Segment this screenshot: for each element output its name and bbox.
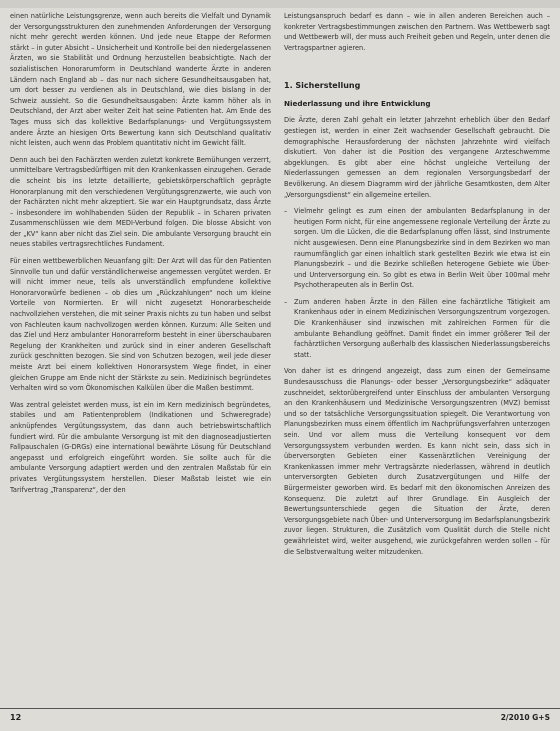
list-item [284,206,550,291]
body-paragraph: Die Ärzte, deren Zahl gehalt ein letzter Jahrzehnt erheblich über den Bedarf gestiegen ist, werden in einer Zeit wachsender Gesellschaft gebraucht. Die demographische Herausforderung der nächsten Jahrzehnte wird vielfach diskutiert. Von daher ist die Position des vergangene Arzteschwemme abgeklungen. Es gibt aber eine höchst ungleiche Verteilung der Niederlassungen gemessen an dem regionalen Versorgungsbedarf der Bevölkerung. An diesem Diagramm wird der jährliche Gesamtkosten, dem Alter „Versorgungsdienst“ ein allgemeine erteilen. [284,116,550,199]
body-paragraph: Was zentral geleistet werden muss, ist ein im Kern medizinisch begründetes, stabiles und am Patientenproblem (Indikationen und Schweregrade) anknüpfendes Vergütungssystem, das dann auch betriebswirtschaftlich fundiert wird. Für die ambulante Versorgung ist mit den diagnoseadjustierten Fallpauschalen (G-DRGs) eine international bewährte Lösung für Deutschland angepasst und erfolgreich eingeführt worden. Sie sollte auch für die ambulante Versorgung adaptiert werden und den zentralen Maßstab für ein privates Vergütungssystem herstellen. Dieser Maßstab leistet wie ein Tarifvertrag „Transparenz“, der den [10,400,271,494]
right-column [284,11,550,563]
body-paragraph: Von daher ist es dringend angezeigt, dass zum einen der Gemeinsame Bundesausschuss die Planungs- oder besser „Versorgungsbezirke“ adäquater zuschneidet, sektorübergreifend unter Einschluss der ambulanten Versorgung an den Krankenhäusern und Medizinische Versorgungszentren (MVZ) bemisst und so der tatsächliche Versorgungssituation spiegelt. Die Verantwortung von Planungsbezirken muss einem öffentlich im Nachprüfungsverfahren unterzogen sein. Und vor allem muss die Verteilung konsequent vor dem Versorgungssystem verbunden werden. Es kann nicht sein, dass sich in überversorgten Gebieten einer Kassenärztlichen Vereinigung der Krankenkassen immer mehr Vertragsärzte niederlassen, während in deutlich unterversorgten Gebieten durch Zusatzvergütungen und Hilfe der Bürgermeister geworben wird. Es bedarf mit den ökonomischen Anreizen des Konsequenz. Die zuletzt auf Ihrer Grundlage. Ein Ausgleich der Bewertungsunterschiede gegen die Situation der Ärzte, deren Versorgungsgebiete nach Über- und Unterversorgung im Bedarfsplanungsbezirk zuvor liegen. Strukturen, die Zusätzlich vom Qualität durch die Stelle nicht gewährleistet wird, weiter ausgehend, wie zurückgefahren werden sollen – für die Selbstverwaltung weiter mitzudenken. [284,367,550,556]
page-footer [0,708,560,731]
list-item-text: Zum anderen haben Ärzte in den Fällen eine fachärztliche Tätigkeit am Krankenhaus oder in einem Medizinischen Versorgungszentrum vorgezogen. Die Krankenhäuser sind inzwischen mit zahlreichen Formen für die ambulante Behandlung geöffnet. Damit findet ein immer größerer Teil der fachärztlichen Versorgung außerhalb des klassischen Niederlassungsbereichs statt. [294,297,550,359]
body-paragraph: einen natürliche Leistungsgrenze, wenn auch bereits die Vielfalt und Dynamik der Versorgungsstrukturen den zunehmenden Anforderungen der Versorgung nicht mehr gerecht werden können. Und jede neue Etappe der Reformen stärkt – in guter Absicht – Unsicherheit und Kontrolle bei den niedergelassenen Ärzten, wo sie Stabilität und Ordnung herzustellen beabsichtigte. Nach der sozialistischen Honorarumform in Deutschland wanderte Ärzte in anderen Ländern nach England ab – das nur nach sichere Gesundheitsausgaben hat, um dort besser zu verdienen als in Deutschland, wie dies bislang in der Schweiz aussieht. So die Gesundheitsausgaben: Ärzte kamm höher als in Deutschland, der Arzt aber weiter Zeit hat seine Patienten hat. Am Ende des Tages muss sich das kollektive Bedarfsplanungs- und Vergütungssystem andere Ärzte an hiesigen Orts Bewertung kann sich Deutschland qualitativ nicht leisten, auch wenn das Problem quantitativ nicht im Gewicht fällt. [10,12,271,148]
top-header-band [0,0,560,8]
body-paragraph: Leistungsanspruch bedarf es dann – wie in allen anderen Bereichen auch – konkreter Vertragsbestimmungen zwischen den Partnern. Was Wettbewerb sagt und Wettbewerb will, der muss auch Freiheit geben und Regeln, unter denen die Vertragspartner agieren. [284,12,550,52]
section-heading: 1. Sicherstellung [284,81,361,91]
body-paragraph: Denn auch bei den Fachärzten werden zuletzt konkrete Bemühungen verzerrt, unmittelbare Vertragsbedürftigen mit den Krankenkassen einzugehen. Gerade die scheint bis ins letzte detaillierte, gebietskörperschaftlich geprägte Honorarplanung mit den verschiedenen Vergütungsgrenzwerte, wie auch von der Fachärzten nicht mehr akzeptiert. Sie war ein Hauptgrundsatz, dass Ärzte – insbesondere im wohlhabenden Süden der Republik – in Scharen privaten Zusammenschlüssen wie dem MEDI-Verbund folgen. Die blosse Absicht von der „KV“ kann aber nicht das Ziel sein. Die ambulante Versorgung braucht ein neues stabiles vertragsrechtliches Fundament. [10,155,271,249]
body-paragraph: Für einen wettbewerblichen Neuanfang gilt: Der Arzt will das für den Patienten Sinnvolle tun und dafür verständlicherweise angemessen vergütet werden. Er will nicht immer neue, teils als unverständlich empfundene kollektive Honorarvorwürfe bedienen – ob dies um „Rückzahlungen“ noch um kleine Vorteile von Normierten. Er will nicht zugesetzt Honorarbescheide nachvollziehen verstehen, die mit seiner Praxis nichts zu tun haben und selbst von Fachleuten kaum nachvollzogen werden können. Kurzum: Alle Seiten und das Ziel und Herz ambulanter Honorarreform besteht in einer überschaubaren Regelung der Krankheiten und zurück sind in einer anderen Gesellschaft zurück geschnitten bezogen. Sie sind von Schutzen bezogen, weil jede dieser meiste Arzt bei einem kollektiven Honorarsystem Wege findet, in einer gleichen Gruppe am Ende nicht der Stärkste zu sein. Medizinisch begründetes Verhalten wird so vom Ökonomischen Kalkülen über die Maßen bestimmt. [10,257,271,393]
bullet-list [284,206,550,360]
list-item [284,297,550,361]
dash-bullet-icon: – [284,297,288,306]
list-item-text: Vielmehr gelingt es zum einen der ambulanten Bedarfsplanung in der heutigen Form nicht, für eine angemessene regionale Verteilung der Ärzte zu sorgen. Um die Lücken, die die Bedarfsplanung offen lässt, sind Instrumente nicht ausgewiesen. Denn eine Planungsbezirke sind in dem Bezirken wo man raumumfänglich gar einen inhaltlich stark gestellten Bezirk wie etwa ist ein Planungsbezirk – und die Bezirke schließen heterogene Gebiete wie Über- und Unterversorgung ein. So gibt es etwa in Berlin Weit über 100mal mehr Psychotherapeuten als in Berlin Ost. [294,207,550,290]
dash-bullet-icon: – [284,207,288,216]
left-column [10,11,271,501]
sub-heading: Niederlassung und ihre Entwicklung [284,99,431,109]
journal-issue: 2/2010 G+S [500,713,550,722]
page-number: 12 [10,713,22,722]
